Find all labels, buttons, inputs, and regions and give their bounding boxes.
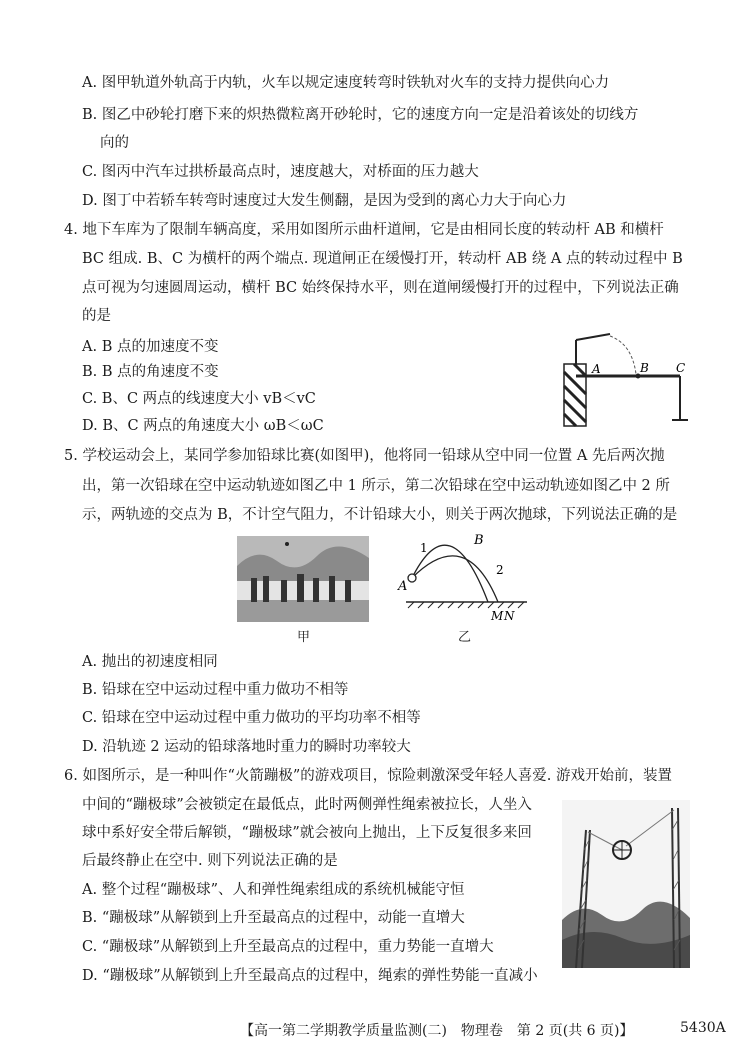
q5-stem-1: 5. 学校运动会上，某同学参加铅球比赛(如图甲)，他将同一铅球从空中同一位置 A 先后两次抛 <box>64 448 665 464</box>
q5-stem-3: 示，两轨迹的交点为 B，不计空气阻力，不计铅球大小，则关于两次抛球，下列说法正确的是 <box>82 507 678 523</box>
traj-label-2: 2 <box>496 563 504 577</box>
q5-option-d: D. 沿轨迹 2 运动的铅球落地时重力的瞬时功率较大 <box>82 739 411 755</box>
shot-put-photo <box>237 536 369 622</box>
q5-option-a: A. 抛出的初速度相同 <box>82 654 218 670</box>
gate-label-c: C <box>676 361 686 375</box>
q4-stem-4: 的是 <box>82 308 111 324</box>
q5-option-c: C. 铅球在空中运动过程中重力做功的平均功率不相等 <box>82 710 421 726</box>
gate-label-b: B <box>640 361 649 375</box>
q3-option-a: A. 图甲轨道外轨高于内轨，火车以规定速度转弯时铁轨对火车的支持力提供向心力 <box>82 75 610 91</box>
q3-option-b-cont: 向的 <box>100 135 129 151</box>
photo-caption: 甲 <box>297 630 311 645</box>
q6-stem-2: 中间的“蹦极球”会被锁定在最低点，此时两侧弹性绳索被拉长，人坐入 <box>82 797 532 813</box>
footer-title: 【高一第二学期教学质量监测(二) 物理卷 第 2 页(共 6 页)】 <box>240 1023 634 1039</box>
trajectory-figure <box>392 528 532 628</box>
footer-code: 5430A <box>680 1020 726 1036</box>
q6-option-d: D. “蹦极球”从解锁到上升至最高点的过程中，绳索的弹性势能一直减小 <box>82 968 538 984</box>
q3-option-d: D. 图丁中若轿车转弯时速度过大发生侧翻，是因为受到的离心力大于向心力 <box>82 193 567 209</box>
q4-stem-2: BC 组成. B、C 为横杆的两个端点. 现道闸正在缓慢打开，转动杆 AB 绕 A 点的转动过程中 B <box>82 251 683 267</box>
q4-option-d: D. B、C 两点的角速度大小 ωB＜ωC <box>82 418 324 434</box>
q3-option-c: C. 图丙中汽车过拱桥最高点时，速度越大，对桥面的压力越大 <box>82 164 479 180</box>
q6-stem-3: 球中系好安全带后解锁，“蹦极球”就会被向上抛出，上下反复很多来回 <box>82 825 532 841</box>
q6-stem-4: 后最终静止在空中. 则下列说法正确的是 <box>82 853 338 869</box>
barrier-gate-figure <box>560 330 690 430</box>
q6-stem-1: 6. 如图所示，是一种叫作“火箭蹦极”的游戏项目，惊险刺激深受年轻人喜爱. 游戏开始前，装置 <box>64 768 672 784</box>
q6-option-c: C. “蹦极球”从解锁到上升至最高点的过程中，重力势能一直增大 <box>82 939 494 955</box>
q4-option-b: B. B 点的角速度不变 <box>82 364 219 380</box>
q5-stem-2: 出，第一次铅球在空中运动轨迹如图乙中 1 所示，第二次铅球在空中运动轨迹如图乙中 2 所 <box>82 478 670 494</box>
q4-stem-1: 4. 地下车库为了限制车辆高度，采用如图所示曲杆道闸，它是由相同长度的转动杆 AB 和横杆 <box>64 222 664 238</box>
q4-option-c: C. B、C 两点的线速度大小 vB＜vC <box>82 391 316 407</box>
rocket-bungee-photo <box>562 800 690 968</box>
page-footer <box>240 1020 726 1040</box>
trajectory-caption: 乙 <box>458 630 472 645</box>
traj-label-b: B <box>474 533 484 548</box>
gate-label-a: A <box>592 362 601 376</box>
q3-option-b: B. 图乙中砂轮打磨下来的炽热微粒离开砂轮时，它的速度方向一定是沿着该处的切线方 <box>82 107 639 123</box>
q6-option-a: A. 整个过程“蹦极球”、人和弹性绳索组成的系统机械能守恒 <box>82 882 465 898</box>
traj-label-a: A <box>398 579 408 594</box>
traj-label-1: 1 <box>420 541 428 555</box>
q5-option-b: B. 铅球在空中运动过程中重力做功不相等 <box>82 682 349 698</box>
q6-option-b: B. “蹦极球”从解锁到上升至最高点的过程中，动能一直增大 <box>82 910 465 926</box>
traj-label-n: N <box>504 609 515 623</box>
q4-option-a: A. B 点的加速度不变 <box>82 339 219 355</box>
traj-label-m: M <box>491 609 504 623</box>
q4-stem-3: 点可视为匀速圆周运动，横杆 BC 始终保持水平，则在道闸缓慢打开的过程中，下列说法正确 <box>82 280 679 296</box>
